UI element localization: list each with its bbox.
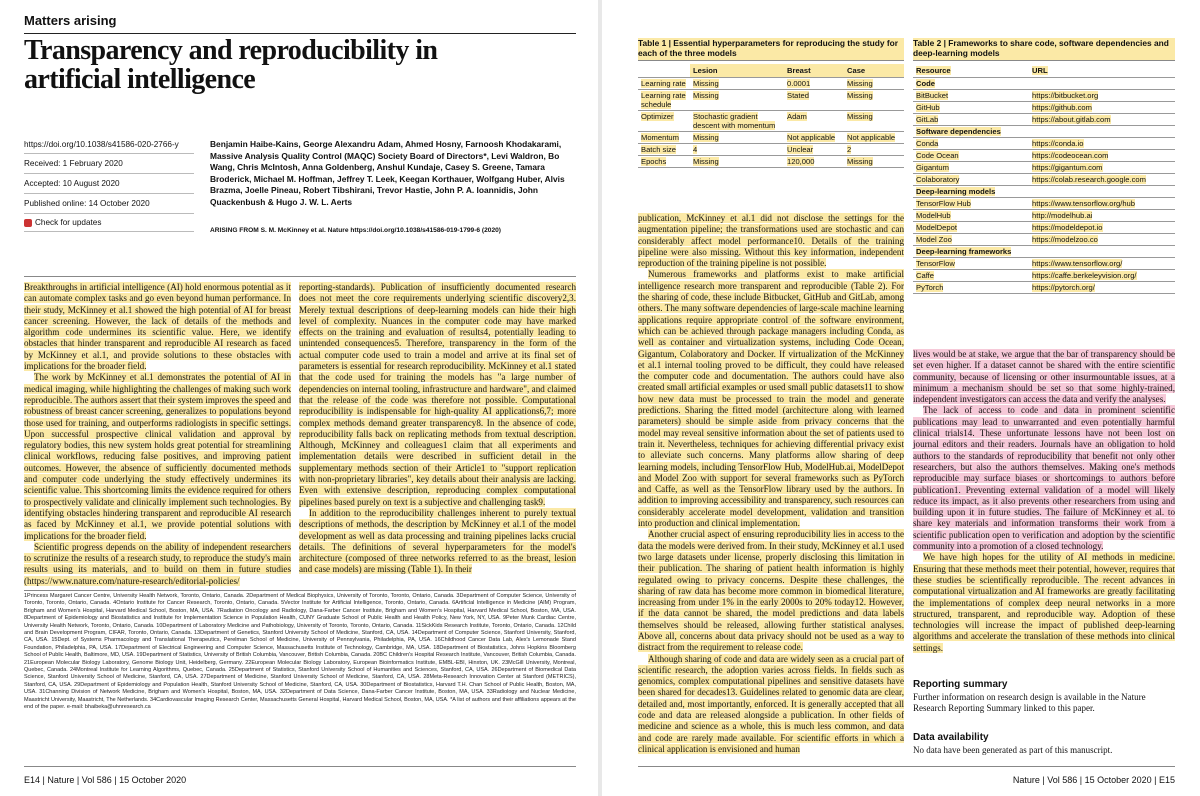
table-section-row [913, 78, 1175, 90]
table-cell: Missing [847, 91, 873, 100]
table-cell: 2 [847, 145, 852, 154]
paragraph: The work by McKinney et al.1 demonstrates the potential of AI in medical imaging, while highlighting the challenges of making such work reproducible. The authors assert that their system improves the speed and robustness of breast cancer screening, generalizes to populations beyond those used for training, and outperforms radiologists in specific settings. Upon successful prospective clinical validation and approval by regulatory bodies, this new system holds great potential for streamlining clinical workflows, reducing false positives, and improving patient outcomes. However, the absence of sufficiently documented methods and computer code underlying the study effectively undermines its scientific value. This shortcoming limits the evidence required for others to prospectively validate and clinically implement such technologies. By identifying obstacles hindering transparent and reproducible AI research as faced by McKinney et al.1, we provide potential solutions with implications for the broader field. [24, 372, 291, 541]
table-section-title: Deep-learning models [916, 187, 996, 196]
resource-url-link[interactable]: https://modelzoo.co [1032, 235, 1098, 244]
table-cell: Missing [693, 133, 719, 142]
table-cell: Learning rate schedule [641, 91, 686, 109]
resource-url-link[interactable]: https://modeldepot.io [1032, 223, 1103, 232]
table-row [638, 132, 904, 144]
table-cell: 4 [693, 145, 698, 154]
table-cell: Epochs [641, 157, 667, 166]
data-availability-text: No data have been generated as part of this manuscript. [913, 745, 1113, 755]
table-cell: Missing [693, 79, 719, 88]
reporting-summary-text: Further information on research design is available in the Nature Research Reporting Summary linked to this paper. [913, 692, 1146, 714]
table-section-row [913, 126, 1175, 138]
table-cell: Adam [787, 112, 807, 121]
arising-from-ref[interactable]: S. M. McKinney et al. Nature https://doi.org/10.1038/s41586-019-1799-6 (2020) [260, 227, 501, 234]
right-body-col1 [638, 213, 904, 755]
right-body-col2 [913, 349, 1175, 654]
paragraph: The lack of access to code and data in prominent scientific publications may lead to unwarranted and even potentially harmful clinical trials14. These unfortunate lessons have not been lost on journal editors and their readers. Journals have an obligation to hold authors to the standards of reproducibility that benefit not only other researchers, but also the authors themselves. Making one's methods reproducible may surface biases or shortcomings to authors before publication1. Preventing external validation of a model will likely reduce its impact, as it also prevents other researchers from using and building upon it in future studies. The failure of McKinney et al. to share key materials and information transforms their work from a scientific publication open to verification and adoption by the scientific community into a promotion of a closed technology. [913, 405, 1175, 552]
table-row [913, 90, 1175, 102]
resource-name: Caffe [916, 271, 935, 280]
table-section-row [913, 186, 1175, 198]
resource-name: PyTorch [916, 283, 944, 292]
resource-url-link[interactable]: https://conda.io [1032, 139, 1084, 148]
table-row [913, 258, 1175, 270]
table1-grid [638, 64, 904, 168]
table-cell: Unclear [787, 145, 814, 154]
resource-url-link[interactable]: https://gigantum.com [1032, 163, 1103, 172]
table-row [913, 234, 1175, 246]
left-body-col2 [299, 282, 576, 576]
table-row [913, 222, 1175, 234]
right-page [602, 0, 1200, 796]
resource-url-link[interactable]: https://about.gitlab.com [1032, 115, 1111, 124]
table1 [638, 38, 904, 168]
table-cell: Missing [693, 157, 719, 166]
table-row [913, 150, 1175, 162]
body-rule [24, 276, 576, 277]
resource-name: GitHub [916, 103, 940, 112]
accepted-date: Accepted: 10 August 2020 [24, 174, 194, 194]
left-page [0, 0, 598, 796]
page-footer: E14 | Nature | Vol 586 | 15 October 2020 [24, 775, 187, 785]
table-cell: Missing [847, 79, 873, 88]
table2-grid [913, 64, 1175, 294]
table-row [913, 210, 1175, 222]
table-cell: Momentum [641, 133, 679, 142]
paragraph: lives would be at stake, we argue that the bar of transparency should be set even higher. If a dataset cannot be shared with the entire scientific community, because of licensing or other insurmountable issues, at a minimum a mechanism should be set so that some highly-trained, independent investigators can access the data and verify the analyses. [913, 349, 1175, 405]
table-row [638, 156, 904, 168]
section-label: Matters arising [24, 13, 117, 28]
table1-header: Case [844, 64, 904, 78]
table-cell: Missing [693, 91, 719, 100]
affiliations-rule [24, 590, 576, 591]
resource-url-link[interactable]: https://codeocean.com [1032, 151, 1109, 160]
resource-name: BitBucket [916, 91, 949, 100]
table2-caption: Table 2 | Frameworks to share code, software dependencies and deep-learning models [913, 38, 1175, 61]
table-row [913, 114, 1175, 126]
paragraph: In addition to the reproducibility challenges inherent to purely textual descriptions of methods, the description by McKinney et al.1 of the model development as well as data processing and training pipelines lacks crucial details. The definitions of several hyperparameters for the model's architecture (composed of three networks referred to as the breast, lesion and case models) are missing (Table 1). In their [299, 507, 576, 575]
table1-header: Breast [784, 64, 844, 78]
resource-name: Conda [916, 139, 939, 148]
resource-name: Gigantum [916, 163, 949, 172]
table-section-title: Software dependencies [916, 127, 1001, 136]
table-cell: Stochastic gradient descent with momentum [693, 112, 776, 130]
table-row [638, 90, 904, 111]
title-rule [24, 33, 576, 34]
resource-url-link[interactable]: https://www.tensorflow.org/ [1032, 259, 1123, 268]
check-updates-button[interactable] [24, 214, 194, 232]
published-date: Published online: 14 October 2020 [24, 194, 194, 214]
table-row [913, 162, 1175, 174]
table-row [913, 174, 1175, 186]
page-title: Transparency and reproducibility in artificial intelligence [24, 35, 438, 95]
resource-url-link[interactable]: https://github.com [1032, 103, 1092, 112]
resource-url-link[interactable]: https://pytorch.org/ [1032, 283, 1095, 292]
check-updates-label: Check for updates [35, 218, 102, 227]
doi-link[interactable]: https://doi.org/10.1038/s41586-020-2766-y [24, 136, 194, 154]
table-cell: Learning rate [641, 79, 686, 88]
table-row [638, 111, 904, 132]
resource-url-link[interactable]: https://www.tensorflow.org/hub [1032, 199, 1135, 208]
table1-header: Lesion [690, 64, 784, 78]
page-footer: Nature | Vol 586 | 15 October 2020 | E15 [1012, 775, 1175, 785]
author-list: Benjamin Haibe-Kains, George Alexandru Adam, Ahmed Hosny, Farnoosh Khodakarami, Massive Analysis Quality Control (MAQC) Society Board of Directors*, Levi Waldron, Bo Wang, Chris McIntosh, Anna Goldenberg, Anshul Kundaje, Casey S. Greene, Tamara Broderick, Michael M. Hoffman, Jeffrey T. Leek, Keegan Korthauer, Wolfgang Huber, Alvis Brazma, Joelle Pineau, Robert Tibshirani, Trevor Hastie, John P. A. Ioannidis, John Quackenbush & Hugo J. W. L. Aerts [210, 139, 565, 207]
paragraph: reporting-standards). Publication of insufficiently documented research does not meet the core requirements underlying scientific discovery2,3. Merely textual descriptions of deep-learning models can hide their high level of complexity. Nuances in the computer code may have marked effects on the training and evaluation of results4, potentially leading to unintended consequences5. Therefore, transparency in the form of the actual computer code used to train a model and arrive at its final set of parameters is essential for research reproducibility. McKinney et al.1 stated that the code used for training the models has "a large number of dependencies on internal tooling, infrastructure and hardware", and claimed that the release of the code was therefore not possible. Computational reproducibility is indispensable for high-quality AI applications6,7; more complex methods demand greater transparency8. In the absence of code, reproducibility falls back on replicating methods from textual description. Although, McKinney and colleagues1 claim that all experiments and implementation details were described in sufficient detail in the supplementary methods section of their Article1 to "support replication with non-proprietary libraries", key details about their analysis are lacking. Even with extensive description, reproducing complex computational pipelines based purely on text is a subjective and challenging task9. [299, 282, 576, 507]
table-row [913, 102, 1175, 114]
table-row [638, 144, 904, 156]
paragraph: Although sharing of code and data are widely seen as a crucial part of scientific research, the adoption varies across fields. In fields such as genomics, complex computational pipelines and sensitive datasets have been shared for decades13. Guidelines related to genomic data are clear, detailed and, most importantly, enforced. It is generally accepted that all code and data are released alongside a publication. In other fields of medicine and science as a whole, this is much less common, and data and code are rarely made available. For scientific efforts in which a clinical application is envisioned and human [638, 653, 904, 754]
paragraph: Another crucial aspect of ensuring reproducibility lies in access to the data the models were derived from. In their study, McKinney et al.1 used two large datasets under license, properly disclosing this limitation in their publication. The sharing of patient health information is highly regulated owing to privacy concerns. Despite these challenges, the sharing of raw data has become more common in biomedical literature, increasing from under 1% in the early 2000s to 20% today12. However, if the data cannot be shared, the model predictions and data labels themselves should be released, allowing further statistical analyses. Above all, concerns about data privacy should not be used as a way to distract from the requirement to release code. [638, 529, 904, 653]
check-updates-icon [24, 219, 32, 227]
table2-header: Resource [916, 66, 951, 75]
table-row [913, 138, 1175, 150]
affiliations: 1Princess Margaret Cancer Centre, University Health Network, Toronto, Ontario, Canada. 2Department of Medical Biophysics, University of Toronto, Toronto, Ontario, Canada. 3Department of Computer Science, University of Toronto, Toronto, Ontario, Canada. 4Ontario Institute for Cancer Research, Toronto, Ontario, Canada. 5Vector Institute for Artificial Intelligence, Toronto, Ontario, Canada. 6Artificial Intelligence in Medicine (AIM) Program, Brigham and Women's Hospital, Harvard Medical School, Boston, MA, USA. 7Radiation Oncology and Radiology, Dana-Farber Cancer Institute, Brigham and Women's Hospital, Harvard Medical School, Boston, MA, USA. 8Department of Epidemiology and Biostatistics and Institute for Implementation Science in Population Health, CUNY Graduate School of Public Health and Health Policy, New York, NY, USA. 9Peter Munk Cardiac Centre, University Health Network, Toronto, Ontario, Canada. 10Department of Laboratory Medicine and Pathobiology, University of Toronto, Toronto, Ontario, Canada. 11SickKids Research Institute, Toronto, Ontario, Canada. 12Child and Brain Development Program, CIFAR, Toronto, Ontario, Canada. 13Department of Genetics, Stanford University School of Medicine, Stanford, CA, USA. 14Department of Computer Science, Stanford University, Stanford, CA, USA. 15Dept. of Systems Pharmacology and Translational Therapeutics, Perelman School of Medicine, University of Pennsylvania, Philadelphia, PA, USA. 16Childhood Cancer Data Lab, Alex's Lemonade Stand Foundation, Philadelphia, PA, USA. 17Department of Electrical Engineering and Computer Science, Massachusetts Institute of Technology, Cambridge, MA, USA. 18Department of Biostatistics, Johns Hopkins Bloomberg School of Public Health, Baltimore, MD, USA. 19Department of Statistics, University of British Columbia, Vancouver, British Columbia, Canada. 20BC Children's Hospital Research Institute, Vancouver, British Columbia, Canada. 21European Molecular Biology Laboratory, Genome Biology Unit, Heidelberg, Germany. 22European Molecular Biology Laboratory, European Bioinformatics Institute, EMBL-EBI, Hinxton, UK. 23McGill University, Montreal, Quebec, Canada. 24Montreal Institute for Learning Algorithms, Quebec, Canada. 25Department of Statistics, Stanford University School of Humanities and Sciences, Stanford, CA, USA. 26Department of Biomedical Data Science, Stanford University School of Medicine, Stanford, CA, USA. 27Department of Medicine, Stanford University School of Medicine, Stanford, CA, USA. 28Meta-Research Innovation Center at Stanford (METRICS), Stanford, CA, USA. 29Department of Epidemiology and Population Health, Stanford University School of Medicine, Stanford, CA, USA. 30Department of Biostatistics, Harvard T.H. Chan School of Public Health, Boston, MA, USA. 31Channing Division of Network Medicine, Brigham and Women's Hospital, Boston, MA, USA. 32Department of Data Science, Dana-Farber Cancer Institute, Boston, MA, USA. 33Radiology and Nuclear Medicine, Maastricht University, Maastricht, The Netherlands. 34Cardiovascular Imaging Research Center, Massachusetts General Hospital, Harvard Medical School, Boston, MA, USA. *A list of authors and their affiliations appears at the end of the paper. e-mail: bhaibeka@uhnresearch.ca [24, 593, 576, 711]
table-cell: Batch size [641, 145, 677, 154]
table-cell: Not applicable [787, 133, 836, 142]
resource-url-link[interactable]: https://caffe.berkeleyvision.org/ [1032, 271, 1137, 280]
table-row [913, 270, 1175, 282]
table-row [638, 78, 904, 90]
table-cell: Optimizer [641, 112, 674, 121]
resource-name: Colaboratory [916, 175, 960, 184]
table-cell: 120,000 [787, 157, 815, 166]
table-section-title: Code [916, 79, 935, 88]
table-cell: Stated [787, 91, 809, 100]
resource-name: Model Zoo [916, 235, 952, 244]
article-meta [24, 136, 194, 232]
data-availability-title: Data availability [913, 732, 989, 743]
arising-from [210, 226, 576, 235]
received-date: Received: 1 February 2020 [24, 154, 194, 174]
table-row [913, 198, 1175, 210]
resource-name: ModelHub [916, 211, 951, 220]
table1-caption: Table 1 | Essential hyperparameters for reproducing the study for each of the three models [638, 38, 904, 61]
resource-name: TensorFlow Hub [916, 199, 971, 208]
paragraph: Scientific progress depends on the ability of independent researchers to scrutinize the results of a research study, to reproduce the study's main results using its materials, and to build on them in future studies (https://www.nature.com/nature-research/editorial-policies/ [24, 541, 291, 586]
resource-name: TensorFlow [916, 259, 955, 268]
footer-rule [638, 766, 1175, 767]
table1-header [638, 64, 690, 78]
table-cell: Missing [847, 112, 873, 121]
table-section-title: Deep-learning frameworks [916, 247, 1012, 256]
table2 [913, 38, 1175, 294]
resource-name: Code Ocean [916, 151, 959, 160]
resource-name: ModelDepot [916, 223, 957, 232]
paragraph: publication, McKinney et al.1 did not disclose the settings for the augmentation pipeline; the transformations used are stochastic and can considerably affect model performance10. Details of the training pipeline were also missing. Without this key information, independent reproduction of the training pipeline is not possible. [638, 213, 904, 269]
table-cell: Missing [847, 157, 873, 166]
footer-rule [24, 766, 576, 767]
resource-url-link[interactable]: https://colab.research.google.com [1032, 175, 1146, 184]
paragraph: We have high hopes for the utility of AI methods in medicine. Ensuring that these methods meet their potential, however, requires that these studies be scientifically reproducible. The recent advances in computational virtualization and AI frameworks are greatly facilitating the implementations of complex deep neural networks in a more structured, transparent, and reproducible way. Adoption of these technologies will increase the impact of published deep-learning algorithms and accelerate the translation of these methods into clinical settings. [913, 552, 1175, 653]
paragraph: Numerous frameworks and platforms exist to make artificial intelligence research more transparent and reproducible (Table 2). For the sharing of code, these include Bitbucket, GitHub and GitLab, among others. The many software dependencies of large-scale machine learning applications require appropriate control of the software environment, which can be achieved through package managers including Conda, as well as container and virtualization systems, including Code Ocean, Gigantum, Colaboratory and Docker. If virtualization of the McKinney et al.1 internal tooling proved to be difficult, they could have released the computer code and documentation. The authors could have also created small artificial examples or used small public datasets11 to show how new data must be processed to train the model and generate predictions. Sharing the fitted model (architecture along with learned parameters) should be simple aside from privacy concerns that the model may reveal sensitive information about the set of patients used to train it. Nevertheless, techniques for achieving differential privacy exist to alleviate such concerns. Many platforms allow sharing of deep learning models, including TensorFlow Hub, ModelHub.ai, ModelDepot and Model Zoo with support for several frameworks such as PyTorch and Caffe, as well as the TensorFlow library used by the authors. In addition to improving accessibility and transparency, such resources can considerably accelerate model development, validation and transition into production and clinical implementation. [638, 269, 904, 529]
resource-url-link[interactable]: http://modelhub.ai [1032, 211, 1093, 220]
resource-name: GitLab [916, 115, 939, 124]
resource-url-link[interactable]: https://bitbucket.org [1032, 91, 1099, 100]
left-body-col1 [24, 282, 291, 587]
arising-from-label: ARISING FROM [210, 227, 259, 234]
table-cell: Not applicable [847, 133, 896, 142]
table-section-row [913, 246, 1175, 258]
table2-header: URL [1032, 66, 1048, 75]
table-row [913, 282, 1175, 294]
table-cell: 0.0001 [787, 79, 811, 88]
reporting-summary-title: Reporting summary [913, 679, 1008, 690]
paragraph: Breakthroughs in artificial intelligence (AI) hold enormous potential as it can automate complex tasks and go even beyond human performance. In their study, McKinney et al.1 showed the high potential of AI for breast cancer screening. However, the lack of details of the methods and algorithm code undermines its scientific value. Here, we identify obstacles that hinder transparent and reproducible AI research as faced by McKinney et al.1, and provide solutions to these obstacles with implications for the broader field. [24, 282, 291, 372]
